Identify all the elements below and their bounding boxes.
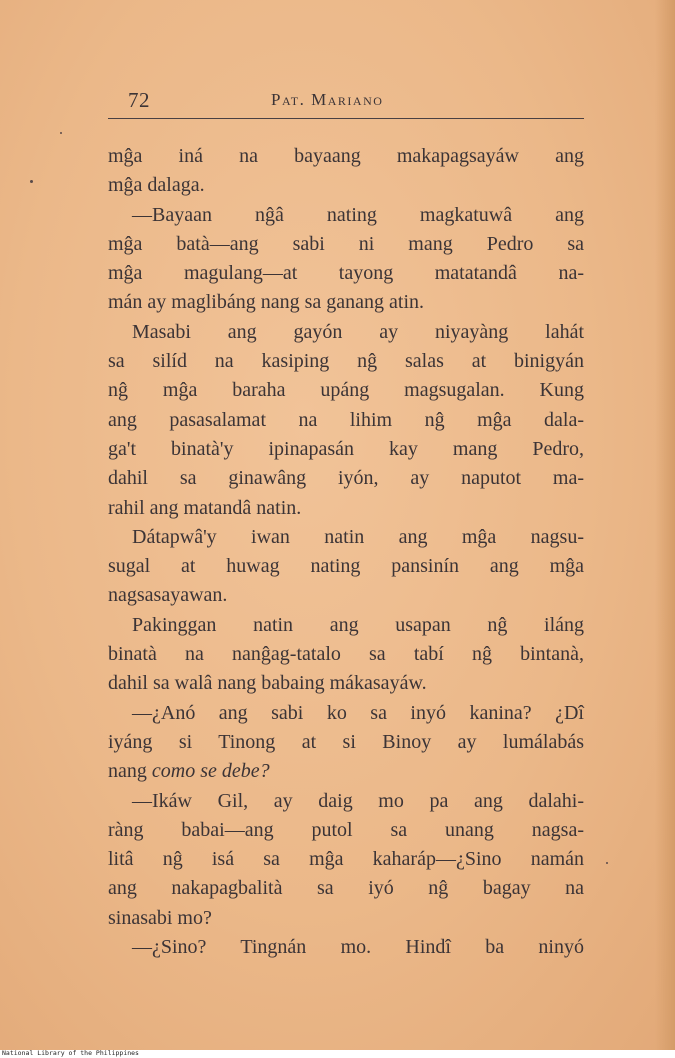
text-line-content: mĝa magulang—at tayong matatandâ na- (108, 262, 584, 285)
paper-speck (60, 132, 62, 134)
text-line (108, 581, 584, 610)
text-line (108, 904, 584, 933)
text-line-content: nang (108, 760, 152, 783)
text-line-content: —Ikáw Gil, ay daig mo pa ang dalahi- (132, 789, 584, 812)
text-line (108, 142, 584, 171)
text-line (108, 611, 584, 640)
text-line-content: mĝa dalaga. (108, 174, 205, 197)
text-line-content: ga't binatà'y ipinapasán kay mang Pedro, (108, 437, 584, 460)
running-head: Pat. Mariano (271, 90, 384, 109)
text-line-content: —¿Anó ang sabi ko sa inyó kanina? ¿Dî (132, 701, 584, 724)
text-line-content: Pakinggan natin ang usapan nĝ iláng (132, 613, 584, 636)
text-line (108, 640, 584, 669)
page-edge-shadow (655, 0, 675, 1050)
text-line-content: mán ay maglibáng nang sa ganang atin. (108, 291, 425, 314)
text-line-content: ràng babai—ang putol sa unang nagsa- (108, 818, 584, 841)
text-line-content: nĝ mĝa baraha upáng magsugalan. Kung (108, 379, 584, 402)
text-line-content: sinasabi mo? (108, 906, 212, 929)
text-line-content: mĝa iná na bayaang makapagsayáw ang (108, 145, 584, 167)
text-line (108, 494, 584, 523)
text-line (108, 464, 584, 493)
body-text (108, 142, 584, 962)
text-line-content: —¿Sino? Tingnán mo. Hindî ba ninyó (132, 936, 584, 959)
text-line-content: mĝa batà—ang sabi ni mang Pedro sa (108, 232, 584, 255)
text-line (108, 201, 584, 230)
text-line (108, 757, 584, 786)
text-line-content: ang pasasalamat na lihim nĝ mĝa dala- (108, 408, 584, 431)
text-line (108, 845, 584, 874)
text-line (108, 728, 584, 757)
text-line (108, 669, 584, 698)
text-line-content: ang nakapagbalità sa iyó nĝ bagay na (108, 877, 584, 900)
paper-speck (30, 180, 33, 183)
text-line-content: dahil sa ginawâng iyón, ay naputot ma- (108, 467, 584, 490)
text-line-content: rahil ang matandâ natin. (108, 496, 302, 519)
text-line (108, 933, 584, 962)
text-line-content: dahil sa walâ nang babaing mákasayáw. (108, 672, 427, 695)
text-line (108, 874, 584, 903)
text-line-content: binatà na nanĝag-tatalo sa tabí nĝ bintanà, (108, 643, 584, 666)
text-line (108, 288, 584, 317)
text-line-content: sugal at huwag nating pansinín ang mĝa (108, 555, 584, 578)
text-line (108, 318, 584, 347)
paper-speck (606, 862, 608, 864)
text-line (108, 171, 584, 200)
text-line (108, 523, 584, 552)
text-line (108, 787, 584, 816)
text-line-content: —Bayaan nĝâ nating magkatuwâ ang (132, 203, 584, 226)
text-line-content: iyáng si Tinong at si Binoy ay lumálabás (108, 730, 584, 753)
text-line (108, 376, 584, 405)
text-line (108, 259, 584, 288)
text-line-content: litâ nĝ isá sa mĝa kaharáp—¿Sino namán (108, 848, 584, 871)
text-line-content: sa silíd na kasiping nĝ salas at binigyán (108, 350, 584, 373)
text-line-content: Dátapwâ'y iwan natin ang mĝa nagsu- (132, 525, 584, 548)
text-line (108, 435, 584, 464)
text-line-content: nagsasayawan. (108, 584, 228, 607)
text-line-content: Masabi ang gayón ay niyayàng lahát (132, 320, 584, 343)
library-credit: National Library of the Philippines (2, 1049, 139, 1057)
text-line (108, 406, 584, 435)
text-line (108, 699, 584, 728)
text-line (108, 347, 584, 376)
text-line (108, 552, 584, 581)
text-line (108, 816, 584, 845)
text-line (108, 230, 584, 259)
page-header (108, 86, 584, 119)
italic-phrase: como se debe? (151, 760, 270, 783)
page-footer (0, 1050, 675, 1058)
page-number: 72 (128, 88, 150, 112)
